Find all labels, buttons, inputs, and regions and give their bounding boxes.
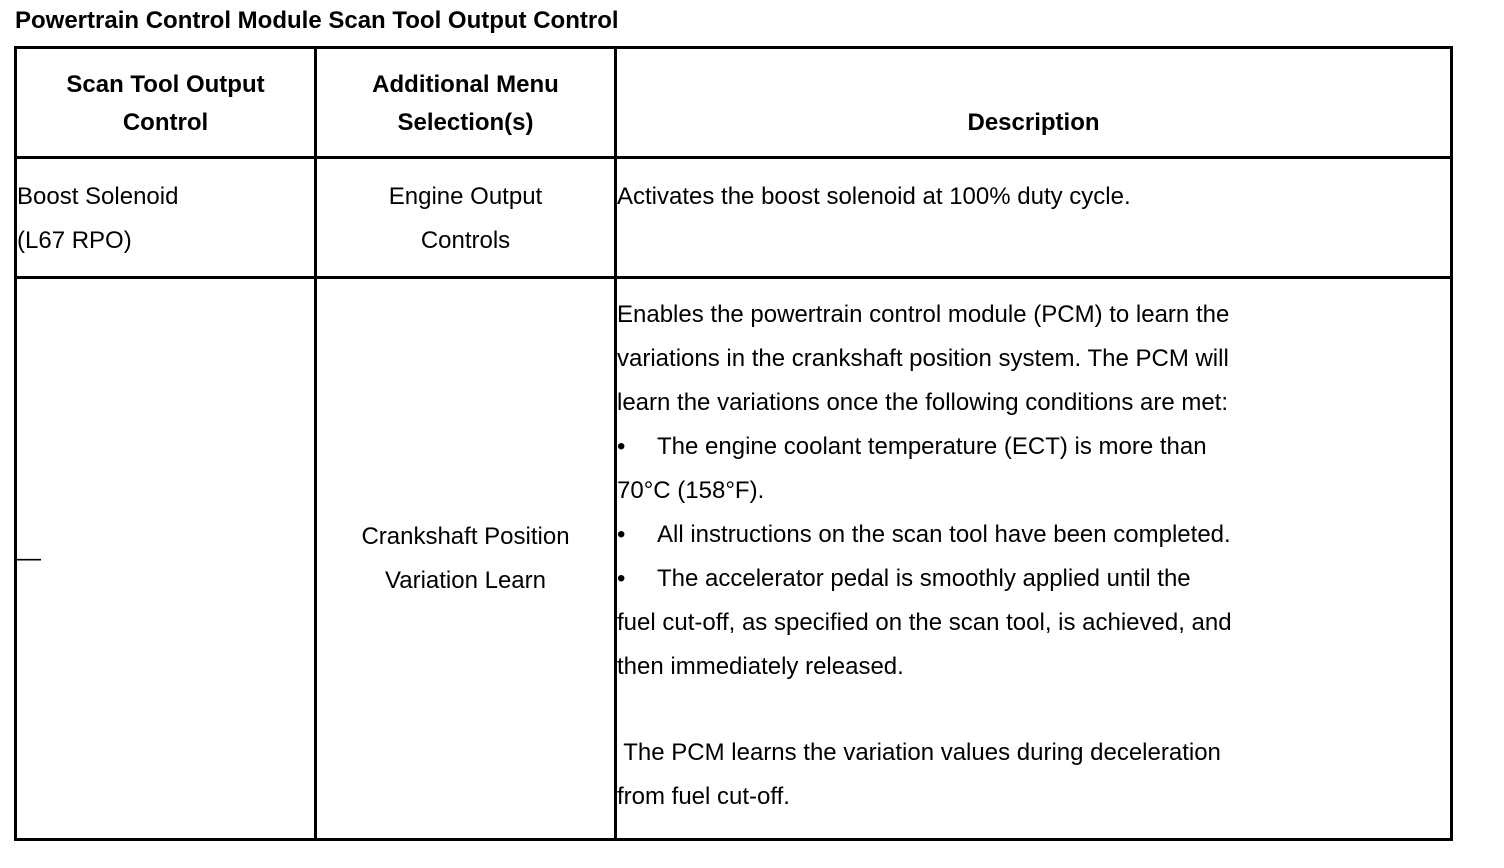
cell-description	[616, 278, 1452, 840]
cell-output-control	[16, 158, 316, 278]
description-intro-line: Enables the powertrain control module (PCM) to learn the	[617, 301, 1230, 328]
menu-selection-line: Engine Output	[388, 183, 543, 210]
document-title: Powertrain Control Module Scan Tool Output Control	[15, 7, 619, 34]
description-intro-line: learn the variations once the following conditions are met:	[617, 389, 1229, 416]
cell-menu-selection	[316, 278, 616, 840]
cell-output-control	[16, 278, 316, 840]
condition-continuation: 70°C (158°F).	[617, 477, 765, 504]
output-control-table	[14, 46, 1453, 841]
condition-item	[617, 557, 1450, 601]
condition-continuation: fuel cut-off, as specified on the scan tool, is achieved, and	[617, 609, 1232, 636]
empty-dash: —	[17, 544, 41, 572]
description-intro-line: variations in the crankshaft position system. The PCM will	[617, 345, 1229, 372]
condition-item	[617, 425, 1450, 469]
description-text: Activates the boost solenoid at 100% duty cycle.	[617, 183, 1131, 210]
condition-text: The engine coolant temperature (ECT) is more than	[657, 433, 1207, 460]
menu-selection-line: Crankshaft Position	[361, 522, 570, 550]
menu-selection-line: Controls	[420, 227, 511, 254]
paragraph-spacer	[617, 689, 1450, 731]
header-additional-menu-selections: Additional Menu Selection(s)	[316, 48, 616, 158]
description-closing-line: The PCM learns the variation values during deceleration	[617, 739, 1221, 766]
header-description: Description	[616, 48, 1452, 158]
output-control-line: (L67 RPO)	[17, 227, 132, 254]
table-row-boost-solenoid	[16, 158, 1452, 278]
condition-text: All instructions on the scan tool have been completed.	[657, 521, 1231, 548]
cell-menu-selection	[316, 158, 616, 278]
table-header-row	[16, 48, 1452, 158]
table-row-crankshaft-variation-learn	[16, 278, 1452, 840]
description-closing-line: from fuel cut-off.	[617, 783, 790, 810]
cell-description	[616, 158, 1452, 278]
bullet-icon: •	[617, 565, 626, 592]
output-control-line: Boost Solenoid	[17, 183, 179, 210]
bullet-icon: •	[617, 521, 626, 548]
bullet-icon: •	[617, 433, 626, 460]
menu-selection-line: Variation Learn	[385, 566, 546, 594]
header-scan-tool-output-control: Scan Tool Output Control	[16, 48, 316, 158]
condition-continuation: then immediately released.	[617, 653, 904, 680]
condition-text: The accelerator pedal is smoothly applied until the	[657, 565, 1191, 592]
condition-item	[617, 513, 1450, 557]
